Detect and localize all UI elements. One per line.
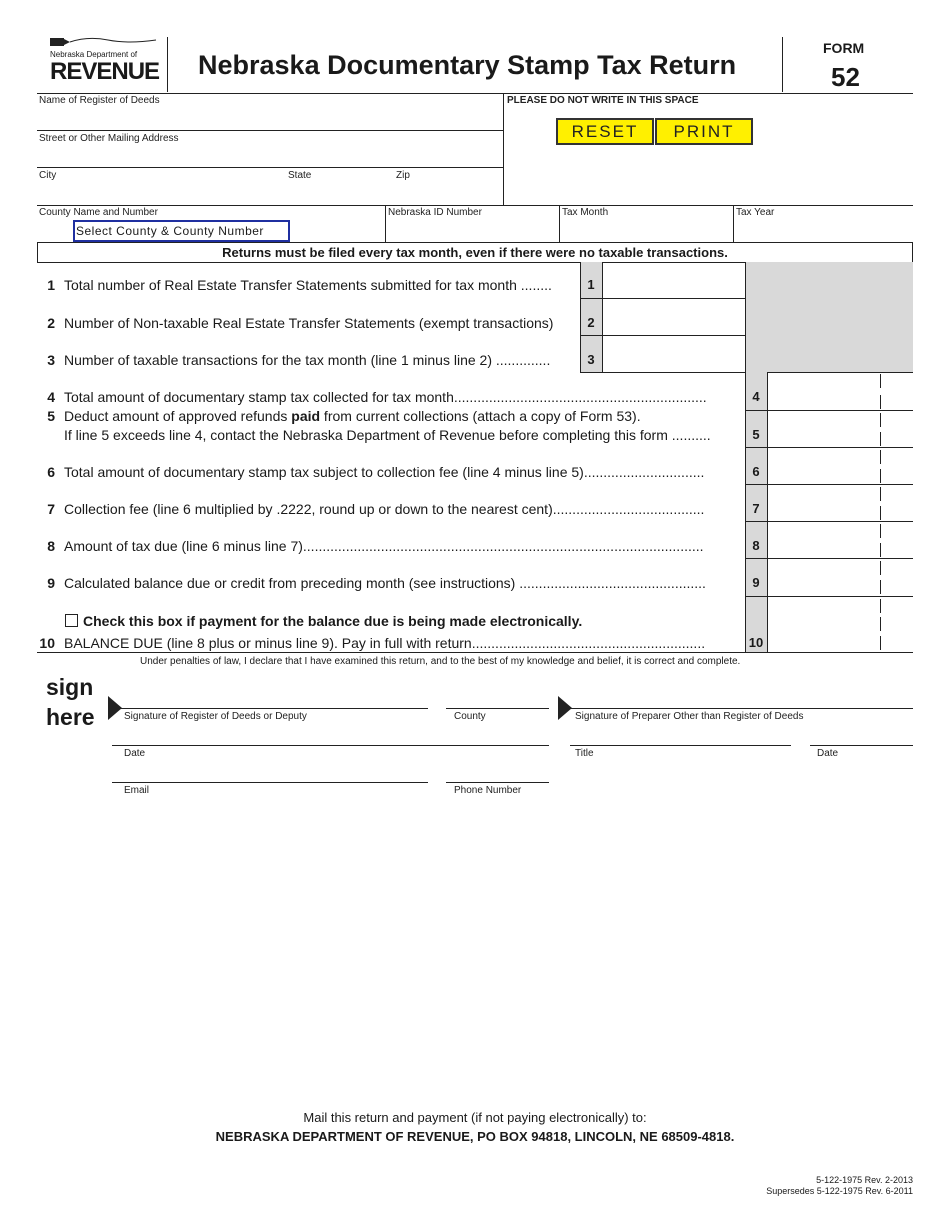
filing-notice: [37, 242, 913, 263]
logo-dept-big: REVENUE: [50, 58, 160, 85]
line-5-number: 5: [47, 408, 55, 424]
mail-instructions: Mail this return and payment (if not paying electronically) to:: [303, 1110, 647, 1125]
col1-right: [745, 262, 746, 372]
line-4-box-number: 4: [752, 389, 760, 404]
line-3-text: Number of taxable transactions for the tax month (line 1 minus line 2) ..............: [64, 352, 551, 368]
line-10-box-number: 10: [748, 635, 764, 650]
declaration-text: Under penalties of law, I declare that I have examined this return, and to the best of my knowledge and belief, it is correct and complete.: [140, 656, 741, 667]
shaded-area-right: [745, 262, 913, 372]
office-box-divider: [503, 93, 504, 205]
line-2-number: 2: [47, 315, 55, 331]
register-signature-label: Signature of Register of Deeds or Deputy: [124, 711, 307, 722]
register-name-label: Name of Register of Deeds: [39, 95, 160, 106]
line-8-box-number: 8: [752, 538, 760, 553]
line-5-text-a: Deduct amount of approved refunds: [64, 408, 292, 424]
county-select[interactable]: Select County & County Number: [73, 220, 290, 242]
line-8-number: 8: [47, 538, 55, 554]
email-field[interactable]: [112, 782, 428, 783]
line-9-box-number: 9: [752, 575, 760, 590]
line-5-text-b: from current collections (attach a copy of Form 53).: [320, 408, 641, 424]
tax-month-label: Tax Month: [562, 207, 609, 218]
line-7-number: 7: [47, 501, 55, 517]
line-4-input[interactable]: [768, 373, 913, 409]
line-1-box-number: 1: [587, 277, 595, 292]
line-3-input[interactable]: [603, 336, 744, 371]
electronic-payment-label: Check this box if payment for the balance due is being made electronically.: [83, 613, 583, 629]
line-5-text-bold: paid: [291, 408, 321, 424]
line-6-input[interactable]: [768, 448, 913, 483]
tax-year-label: Tax Year: [736, 207, 775, 218]
date-field[interactable]: [112, 745, 549, 746]
line-10-text: BALANCE DUE (line 8 plus or minus line 9). Pay in full with return............................................................: [64, 635, 706, 651]
line-9-number: 9: [47, 575, 55, 591]
month-divider: [733, 205, 734, 242]
mail-address: NEBRASKA DEPARTMENT OF REVENUE, PO BOX 94818, LINCOLN, NE 68509-4818.: [215, 1129, 735, 1144]
line-2-input[interactable]: [603, 299, 744, 334]
preparer-date-field[interactable]: [810, 745, 913, 746]
line-6-number: 6: [47, 464, 55, 480]
line-1-text: Total number of Real Estate Transfer Statements submitted for tax month ........: [64, 277, 552, 293]
line-4-number: 4: [47, 389, 55, 405]
title-field[interactable]: [570, 745, 791, 746]
line-6-text: Total amount of documentary stamp tax subject to collection fee (line 4 minus line 5)...............................: [64, 464, 705, 480]
line-4-text: Total amount of documentary stamp tax collected for tax month.................................................................: [64, 389, 707, 405]
county-field[interactable]: [446, 708, 549, 709]
ne-id-label: Nebraska ID Number: [388, 207, 482, 218]
office-use-label: PLEASE DO NOT WRITE IN THIS SPACE: [507, 95, 699, 106]
state-label: State: [288, 170, 312, 181]
logo-divider: [167, 37, 168, 92]
address-field[interactable]: [37, 167, 503, 168]
line-9-input[interactable]: [768, 559, 913, 595]
preparer-signature-label: Signature of Preparer Other than Register of Deeds: [575, 711, 804, 722]
line-7-box-number: 7: [752, 501, 760, 516]
revenue-logo: [48, 36, 162, 86]
county-sign-label: County: [454, 711, 486, 722]
city-label: City: [39, 170, 57, 181]
electronic-payment-checkbox[interactable]: [65, 614, 78, 627]
phone-field[interactable]: [446, 782, 549, 783]
form-revision: 5-122-1975 Rev. 2-2013: [816, 1175, 913, 1185]
form-divider: [782, 37, 783, 92]
address-label: Street or Other Mailing Address: [39, 133, 179, 144]
print-button[interactable]: PRINT: [655, 118, 753, 145]
line-3-number: 3: [47, 352, 55, 368]
county-divider: [385, 205, 386, 242]
line-6-box-number: 6: [752, 464, 760, 479]
line-8-text: Amount of tax due (line 6 minus line 7).......................................................................................................: [64, 538, 704, 554]
county-label: County Name and Number: [39, 207, 158, 218]
line-2-box-number: 2: [587, 315, 595, 330]
line-1-number: 1: [47, 277, 55, 293]
line-10-input[interactable]: [768, 597, 913, 651]
line-7-text: Collection fee (line 6 multiplied by .2222, round up or down to the nearest cent).......................................: [64, 501, 705, 517]
form-label: FORM: [823, 40, 865, 56]
page-title: Nebraska Documentary Stamp Tax Return: [198, 50, 737, 80]
row10-bottom: [37, 652, 913, 653]
line-10-number: 10: [39, 635, 55, 651]
register-name-field[interactable]: [37, 130, 503, 131]
line-3-box-number: 3: [587, 352, 595, 367]
register-signature-field[interactable]: [112, 708, 428, 709]
line-7-input[interactable]: [768, 485, 913, 520]
title-label: Title: [575, 748, 594, 759]
line-5-input[interactable]: [768, 411, 913, 446]
zip-label: Zip: [396, 170, 410, 181]
filing-notice-text: Returns must be filed every tax month, even if there were no taxable transactions.: [222, 245, 728, 260]
sign-label: sign: [46, 674, 94, 700]
header-rule: [37, 93, 913, 94]
line-1-input[interactable]: [603, 263, 744, 297]
line-5-text: [64, 408, 641, 424]
line-8-input[interactable]: [768, 522, 913, 557]
county-row-top: [37, 205, 913, 206]
form-supersedes: Supersedes 5-122-1975 Rev. 6-2011: [766, 1186, 913, 1196]
line-5-text-2: If line 5 exceeds line 4, contact the Nebraska Department of Revenue before completing this form ..........: [64, 427, 711, 443]
here-label: here: [46, 704, 95, 730]
email-label: Email: [124, 785, 150, 796]
form-number: 52: [831, 62, 860, 92]
preparer-date-label: Date: [817, 748, 839, 759]
reset-button[interactable]: RESET: [556, 118, 654, 145]
line-2-text: Number of Non-taxable Real Estate Transfer Statements (exempt transactions): [64, 315, 554, 331]
preparer-signature-field[interactable]: [563, 708, 913, 709]
phone-label: Phone Number: [454, 785, 522, 796]
line-9-text: Calculated balance due or credit from preceding month (see instructions) ................................................: [64, 575, 706, 591]
line-5-box-number: 5: [752, 427, 760, 442]
date-label: Date: [124, 748, 146, 759]
logo-dept-small: Nebraska Department of: [50, 50, 138, 59]
neid-divider: [559, 205, 560, 242]
